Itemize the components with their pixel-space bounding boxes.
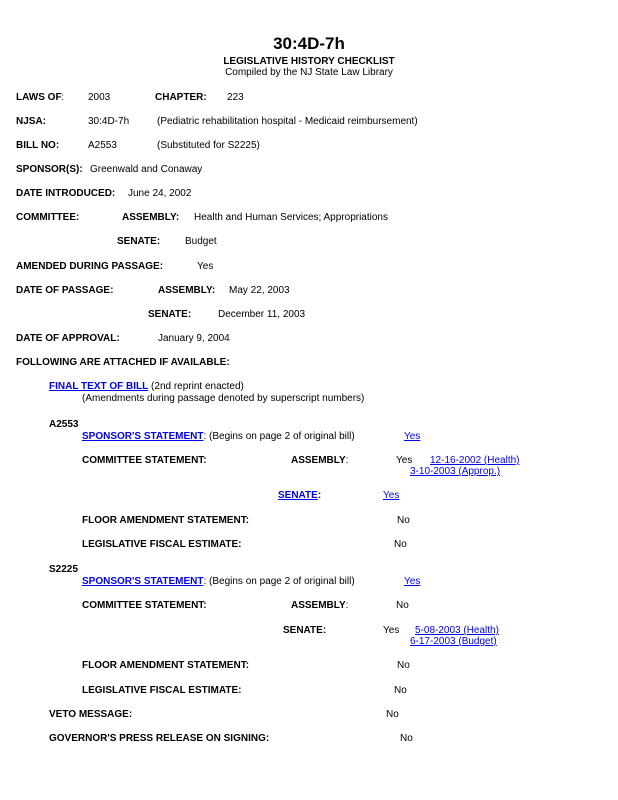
passage-assembly-value: May 22, 2003 <box>229 285 290 296</box>
committee-senate-label: SENATE: <box>117 236 161 247</box>
s2225-senate-label: SENATE: <box>283 625 327 636</box>
s2225-sponsor-statement-link[interactable]: SPONSOR'S STATEMENT <box>82 576 204 587</box>
a2553-senate-colon: : <box>317 490 322 501</box>
attached-label: FOLLOWING ARE ATTACHED IF AVAILABLE: <box>16 357 230 368</box>
passage-assembly-label: ASSEMBLY: <box>158 285 216 296</box>
s2225-committee-label: COMMITTEE STATEMENT: <box>82 600 207 611</box>
a2553-floor-value: No <box>397 515 410 526</box>
approval-label: DATE OF APPROVAL: <box>16 333 120 344</box>
a2553-assembly-colon: : <box>345 455 349 466</box>
governor-value: No <box>400 733 413 744</box>
s2225-senate-yes: Yes <box>383 625 400 636</box>
passage-label: DATE OF PASSAGE: <box>16 285 114 296</box>
s2225-assembly-colon: : <box>345 600 349 611</box>
final-text-row <box>49 381 244 393</box>
s2225-senate-budget-link[interactable]: 6-17-2003 (Budget) <box>410 636 497 647</box>
approval-value: January 9, 2004 <box>158 333 230 344</box>
s2225-sponsor-yes-link[interactable]: Yes <box>404 576 421 587</box>
passage-senate-label: SENATE: <box>148 309 192 320</box>
compiled-by: Compiled by the NJ State Law Library <box>225 67 393 78</box>
a2553-sponsor-statement-link[interactable]: SPONSOR'S STATEMENT <box>82 431 204 442</box>
a2553-assembly-row <box>291 455 348 467</box>
a2553-sponsor-yes-link[interactable]: Yes <box>404 431 421 442</box>
committee-assembly-value: Health and Human Services; Appropriations <box>194 212 388 223</box>
chapter-label: CHAPTER: <box>155 92 207 103</box>
njsa-value: 30:4D-7h <box>88 116 130 127</box>
veto-value: No <box>386 709 399 720</box>
s2225-assembly-row <box>291 600 348 612</box>
a2553-fiscal-label: LEGISLATIVE FISCAL ESTIMATE: <box>82 539 242 550</box>
a2553-assembly-label: ASSEMBLY <box>291 455 346 466</box>
bill-no-value: A2553 <box>88 140 117 151</box>
njsa-label: NJSA: <box>16 116 47 127</box>
amended-value: Yes <box>197 261 214 272</box>
final-text-link[interactable]: FINAL TEXT OF BILL <box>49 381 149 392</box>
final-text-note: (2nd reprint enacted) <box>151 381 244 392</box>
amendments-note: (Amendments during passage denoted by superscript numbers) <box>82 393 365 404</box>
a2553-senate-row <box>278 490 321 502</box>
s2225-fiscal-value: No <box>394 685 407 696</box>
s2225-fiscal-label: LEGISLATIVE FISCAL ESTIMATE: <box>82 685 242 696</box>
s2225-senate-health-link[interactable]: 5-08-2003 (Health) <box>415 625 499 636</box>
laws-of-colon: : <box>61 92 64 103</box>
sponsors-value: Greenwald and Conaway <box>90 164 203 175</box>
a2553-sponsor-note: : (Begins on page 2 of original bill) <box>203 431 355 442</box>
committee-label: COMMITTEE: <box>16 212 80 223</box>
njsa-description: (Pediatric rehabilitation hospital - Medicaid reimbursement) <box>157 116 418 127</box>
committee-senate-value: Budget <box>185 236 217 247</box>
a2553-senate-link[interactable]: SENATE <box>278 490 318 501</box>
s2225-assembly-value: No <box>396 600 409 611</box>
s2225-floor-value: No <box>397 660 410 671</box>
s2225-assembly-label: ASSEMBLY <box>291 600 346 611</box>
date-introduced-value: June 24, 2002 <box>128 188 192 199</box>
laws-of-label: LAWS OF <box>16 92 62 103</box>
document-title: LEGISLATIVE HISTORY CHECKLIST <box>223 56 395 67</box>
sponsors-label: SPONSOR(S): <box>16 164 83 175</box>
a2553-committee-label: COMMITTEE STATEMENT: <box>82 455 207 466</box>
amended-label: AMENDED DURING PASSAGE: <box>16 261 164 272</box>
laws-of-value: 2003 <box>88 92 111 103</box>
governor-label: GOVERNOR'S PRESS RELEASE ON SIGNING: <box>49 733 270 744</box>
a2553-fiscal-value: No <box>394 539 407 550</box>
a2553-assembly-approp-link[interactable]: 3-10-2003 (Approp.) <box>410 466 501 477</box>
a2553-senate-yes-link[interactable]: Yes <box>383 490 400 501</box>
committee-assembly-label: ASSEMBLY: <box>122 212 180 223</box>
a2553-assembly-yes: Yes <box>396 455 413 466</box>
s2225-sponsor-note: : (Begins on page 2 of original bill) <box>203 576 355 587</box>
bill-no-label: BILL NO: <box>16 140 60 151</box>
bill-no-note: (Substituted for S2225) <box>157 140 260 151</box>
s2225-label: S2225 <box>49 564 78 575</box>
date-introduced-label: DATE INTRODUCED: <box>16 188 116 199</box>
a2553-assembly-health-link[interactable]: 12-16-2002 (Health) <box>430 455 520 466</box>
page-title: 30:4D-7h <box>273 34 345 53</box>
a2553-sponsor-row <box>82 431 355 443</box>
s2225-sponsor-row <box>82 576 355 588</box>
s2225-floor-label: FLOOR AMENDMENT STATEMENT: <box>82 660 250 671</box>
chapter-value: 223 <box>227 92 244 103</box>
passage-senate-value: December 11, 2003 <box>218 309 306 320</box>
a2553-floor-label: FLOOR AMENDMENT STATEMENT: <box>82 515 250 526</box>
a2553-label: A2553 <box>49 419 79 430</box>
veto-label: VETO MESSAGE: <box>49 709 133 720</box>
